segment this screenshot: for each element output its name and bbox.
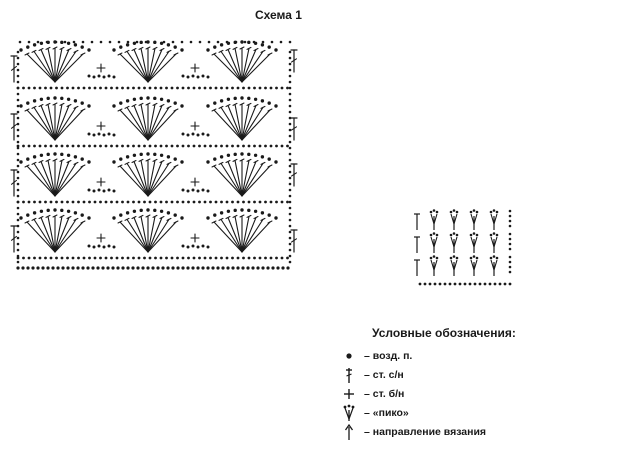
- chain-dot: [474, 283, 477, 286]
- picot-dot: [470, 211, 473, 214]
- chain-dot: [499, 283, 502, 286]
- scheme-title: Схема 1: [255, 8, 302, 22]
- picot-dot: [436, 234, 439, 237]
- legend-label-picot: – «пико»: [364, 406, 409, 419]
- chain-dot: [509, 243, 512, 246]
- chain-dot: [419, 283, 422, 286]
- dot-icon: [340, 347, 362, 365]
- picot-dot: [456, 234, 459, 237]
- chain-dot: [479, 283, 482, 286]
- double-crochet-icon: [340, 366, 362, 384]
- legend-item-chain: [340, 346, 630, 365]
- legend: [340, 326, 630, 441]
- picot-dot: [496, 211, 499, 214]
- picot-dot: [470, 234, 473, 237]
- picot-dot: [473, 255, 476, 258]
- picot-dot: [433, 232, 436, 235]
- chain-dot: [439, 283, 442, 286]
- picot-dot: [456, 257, 459, 260]
- picot-dot: [473, 232, 476, 235]
- chain-dot: [509, 220, 512, 223]
- chain-dot: [484, 283, 487, 286]
- chain-dot: [459, 283, 462, 286]
- chain-dot: [509, 266, 512, 269]
- chain-dot: [509, 256, 512, 259]
- legend-label-chain: – возд. п.: [364, 349, 413, 362]
- picot-dot: [496, 257, 499, 260]
- chain-dot: [509, 210, 512, 213]
- chain-dot: [509, 271, 512, 274]
- picot-dot: [450, 257, 453, 260]
- picot-dot: [476, 234, 479, 237]
- picot-dot: [453, 232, 456, 235]
- chain-dot: [449, 283, 452, 286]
- chain-dot: [509, 261, 512, 264]
- legend-item-picot: [340, 403, 630, 422]
- chain-dot: [509, 248, 512, 251]
- picot-icon: [340, 404, 362, 422]
- chain-dot: [429, 283, 432, 286]
- picot-dot: [490, 257, 493, 260]
- picot-dot: [476, 211, 479, 214]
- chain-dot: [444, 283, 447, 286]
- legend-item-direction: [340, 422, 630, 441]
- picot-dot: [450, 234, 453, 237]
- picot-dot: [430, 257, 433, 260]
- picot-dot: [436, 211, 439, 214]
- picot-dot: [496, 234, 499, 237]
- chain-dot: [464, 283, 467, 286]
- chain-dot: [424, 283, 427, 286]
- chain-dot: [509, 283, 512, 286]
- picot-dot: [433, 209, 436, 212]
- chain-dot: [509, 225, 512, 228]
- picot-dot: [450, 211, 453, 214]
- legend-label-direction: – направление вязания: [364, 425, 487, 438]
- chain-dot: [434, 283, 437, 286]
- chain-dot: [509, 233, 512, 236]
- legend-title: Условные обозначения:: [372, 326, 516, 340]
- picot-dot: [430, 211, 433, 214]
- picot-dot: [430, 234, 433, 237]
- chain-dot: [509, 238, 512, 241]
- chain-dot: [489, 283, 492, 286]
- arrow-up-icon: [340, 423, 362, 441]
- picot-dot: [493, 232, 496, 235]
- legend-item-double-crochet: [340, 365, 630, 384]
- picot-dot: [436, 257, 439, 260]
- legend-label-single-crochet: – ст. б/н: [364, 387, 405, 400]
- picot-dot: [453, 209, 456, 212]
- picot-dot: [476, 257, 479, 260]
- chain-dot: [454, 283, 457, 286]
- single-crochet-icon: [340, 385, 362, 403]
- picot-dot: [433, 255, 436, 258]
- legend-label-double-crochet: – ст. с/н: [364, 368, 404, 381]
- picot-dot: [490, 211, 493, 214]
- picot-dot: [490, 234, 493, 237]
- picot-dot: [493, 255, 496, 258]
- picot-dot: [456, 211, 459, 214]
- chain-dot: [494, 283, 497, 286]
- picot-dot: [453, 255, 456, 258]
- picot-dot: [470, 257, 473, 260]
- legend-item-single-crochet: [340, 384, 630, 403]
- picot-dot: [493, 209, 496, 212]
- chain-dot: [504, 283, 507, 286]
- chain-dot: [469, 283, 472, 286]
- chain-dot: [509, 215, 512, 218]
- picot-dot: [473, 209, 476, 212]
